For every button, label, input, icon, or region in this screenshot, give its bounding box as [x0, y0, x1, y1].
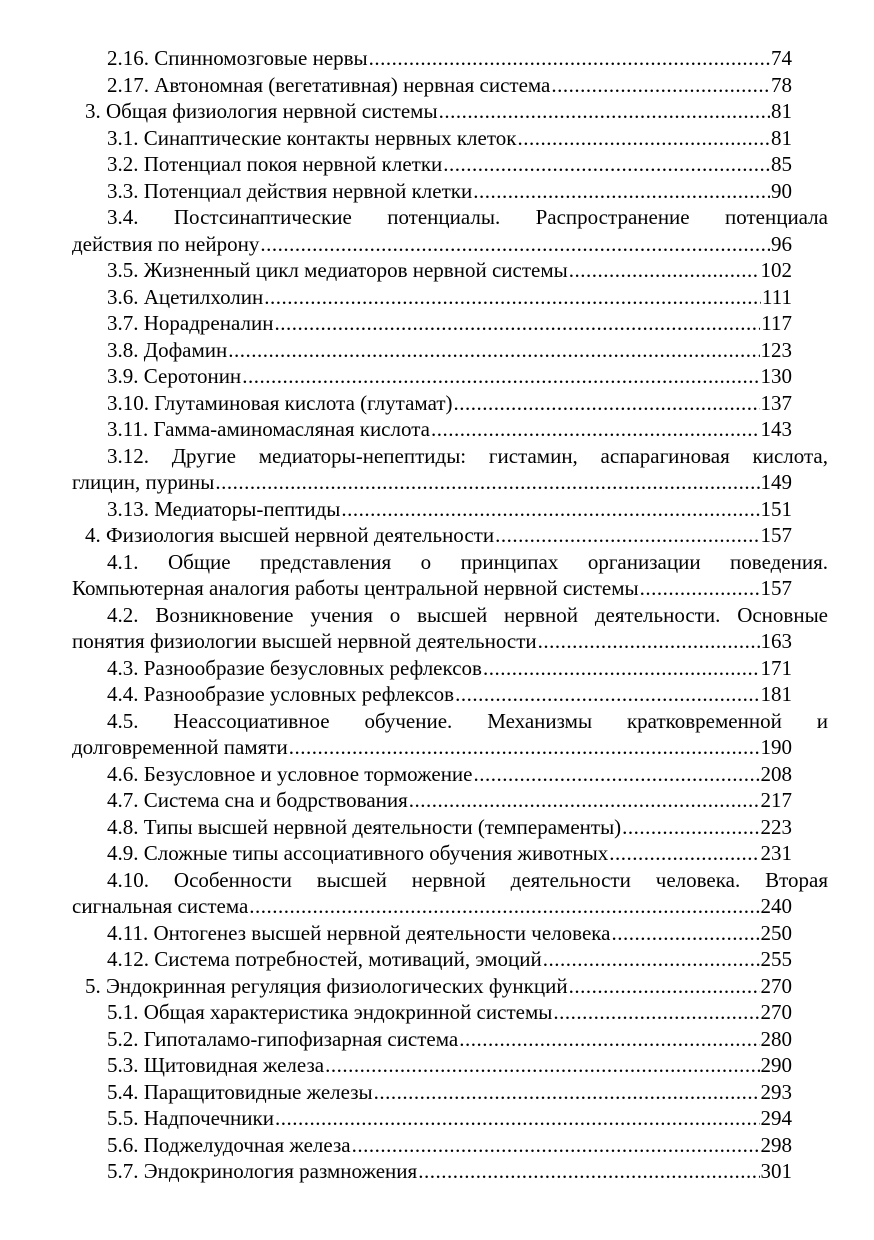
toc-entry-title: 5.1. Общая характеристика эндокринной системы — [107, 1000, 553, 1024]
toc-entry-title-line2: долговременной памяти — [72, 735, 288, 759]
dot-leader — [289, 734, 760, 761]
toc-entry-title-line2: действия по нейрону — [72, 231, 260, 256]
toc-entry-page: 217 — [760, 788, 792, 812]
dot-leader — [249, 893, 759, 920]
dot-leader — [611, 920, 759, 947]
dot-leader — [569, 257, 760, 284]
toc-entry[interactable] — [0, 867, 874, 920]
toc-entry-title: 4.12. Система потребностей, мотиваций, эмоций — [107, 947, 542, 971]
toc-entry[interactable] — [0, 337, 874, 364]
dot-leader — [553, 999, 759, 1026]
toc-chapter[interactable] — [0, 98, 874, 125]
toc-entry[interactable] — [0, 1132, 874, 1159]
toc-entry-title: 4.9. Сложные типы ассоциативного обучения животных — [107, 841, 609, 865]
toc-entry[interactable] — [0, 1052, 874, 1079]
dot-leader — [454, 390, 760, 417]
toc-entry-page: 181 — [760, 682, 792, 706]
toc-entry[interactable] — [0, 761, 874, 788]
dot-leader — [352, 1132, 760, 1159]
toc-entry-title: 3.2. Потенциал покоя нервной клетки — [107, 152, 443, 176]
dot-leader — [459, 1026, 759, 1053]
toc-entry-title-line2: понятия физиологии высшей нервной деятельности — [72, 629, 537, 653]
dot-leader — [215, 469, 759, 496]
toc-entry-title: 3.9. Серотонин — [107, 364, 242, 388]
toc-entry-page: 81 — [771, 125, 792, 150]
toc-entry-title-line1: 3.4. Постсинаптические потенциалы. Распространение потенциала — [107, 205, 828, 229]
dot-leader — [418, 1158, 759, 1185]
toc-entry[interactable] — [0, 125, 874, 152]
toc-entry[interactable] — [0, 549, 874, 602]
toc-entry[interactable] — [0, 416, 874, 443]
toc-entry-page: 157 — [760, 523, 792, 547]
dot-leader — [622, 814, 759, 841]
toc-entry[interactable] — [0, 284, 874, 311]
toc-entry-title-line1: 4.1. Общие представления о принципах организации поведения. — [107, 549, 828, 574]
toc-entry-title-line2: Компьютерная аналогия работы центральной нервной системы — [72, 576, 639, 600]
toc-entry-page: 149 — [760, 470, 792, 494]
toc-entry[interactable] — [0, 310, 874, 337]
toc-entry-page: 130 — [760, 364, 792, 388]
dot-leader — [640, 575, 760, 602]
toc-entry[interactable] — [0, 151, 874, 178]
dot-leader — [242, 363, 759, 390]
toc-entry-page: 85 — [771, 152, 792, 176]
dot-leader — [369, 45, 770, 72]
toc-entry[interactable] — [0, 1105, 874, 1132]
dot-leader — [483, 655, 760, 682]
toc-entry[interactable] — [0, 999, 874, 1026]
toc-entry[interactable] — [0, 946, 874, 973]
toc-entry[interactable] — [0, 1026, 874, 1053]
dot-leader — [474, 761, 760, 788]
dot-leader — [228, 337, 759, 364]
toc-entry-page: 301 — [760, 1159, 792, 1183]
toc-entry-page: 96 — [771, 231, 792, 256]
toc-entry-page: 137 — [760, 390, 792, 415]
dot-leader — [374, 1079, 760, 1106]
toc-entry[interactable] — [0, 257, 874, 284]
toc-entry-title-line1: 4.10. Особенности высшей нервной деятельности человека. Вторая — [107, 867, 828, 892]
toc-entry-page: 123 — [760, 337, 792, 362]
toc-entry-page: 231 — [760, 841, 792, 865]
toc-entry[interactable] — [0, 204, 874, 257]
toc-entry-page: 270 — [760, 973, 792, 998]
toc-entry-page: 208 — [760, 761, 792, 786]
toc-entry[interactable] — [0, 178, 874, 205]
toc-entry-page: 143 — [760, 417, 792, 441]
toc-entry-page: 255 — [760, 947, 792, 971]
toc-entry-page: 280 — [760, 1026, 792, 1051]
toc-entry-title: 4.4. Разнообразие условных рефлексов — [107, 682, 455, 706]
toc-entry-page: 250 — [760, 920, 792, 945]
toc-entry-title: 4.6. Безусловное и условное торможение — [107, 761, 473, 786]
toc-entry-page: 290 — [760, 1053, 792, 1077]
toc-entry-title: 4.3. Разнообразие безусловных рефлексов — [107, 655, 482, 680]
toc-entry-page: 111 — [762, 284, 792, 309]
toc-entry[interactable] — [0, 443, 874, 496]
toc-entry[interactable] — [0, 814, 874, 841]
toc-chapter[interactable] — [0, 522, 874, 549]
toc-entry[interactable] — [0, 602, 874, 655]
dot-leader — [325, 1052, 759, 1079]
toc-entry-title: 3.1. Синаптические контакты нервных клеток — [107, 125, 517, 150]
dot-leader — [439, 98, 770, 125]
toc-entry[interactable] — [0, 681, 874, 708]
toc-entry-title-line1: 3.12. Другие медиаторы-непептиды: гистамин, аспарагиновая кислота, — [107, 443, 828, 468]
toc-entry-page: 102 — [760, 258, 792, 282]
toc-entry-title-line2: глицин, пурины — [72, 470, 215, 494]
dot-leader — [538, 628, 760, 655]
toc-entry-title: 5.2. Гипоталамо-гипофизарная система — [107, 1026, 459, 1051]
dot-leader — [275, 1105, 760, 1132]
dot-leader — [274, 310, 760, 337]
toc-entry-title: 3.6. Ацетилхолин — [107, 284, 264, 309]
toc-entry-title: 4. Физиология высшей нервной деятельности — [85, 523, 495, 547]
dot-leader — [341, 496, 759, 523]
toc-entry-page: 293 — [760, 1079, 792, 1104]
dot-leader — [543, 946, 760, 973]
toc-entry-title: 3.7. Норадреналин — [107, 311, 274, 335]
dot-leader — [264, 284, 761, 311]
toc-entry[interactable] — [0, 708, 874, 761]
toc-entry-title-line1: 4.2. Возникновение учения о высшей нервной деятельности. Основные — [107, 602, 828, 627]
dot-leader — [473, 178, 770, 205]
toc-entry-page: 240 — [760, 894, 792, 918]
dot-leader — [569, 973, 760, 1000]
dot-leader — [495, 522, 759, 549]
toc-entry-title: 3.13. Медиаторы-пептиды — [107, 496, 341, 521]
toc-entry-title: 3. Общая физиология нервной системы — [85, 99, 438, 123]
toc-entry-page: 81 — [771, 99, 792, 123]
toc-entry-page: 151 — [760, 496, 792, 521]
toc-entry-title: 4.8. Типы высшей нервной деятельности (темпераменты) — [107, 814, 622, 839]
toc-entry-page: 223 — [760, 814, 792, 839]
dot-leader — [431, 416, 760, 443]
toc-entry-page: 74 — [771, 46, 792, 70]
toc-entry[interactable] — [0, 840, 874, 867]
dot-leader — [609, 840, 759, 867]
toc-entry-title: 3.5. Жизненный цикл медиаторов нервной системы — [107, 258, 568, 282]
toc-entry-page: 190 — [760, 735, 792, 759]
table-of-contents — [0, 45, 874, 1185]
toc-entry[interactable] — [0, 390, 874, 417]
toc-entry-page: 157 — [760, 576, 792, 600]
toc-entry[interactable] — [0, 363, 874, 390]
toc-entry-title: 2.16. Спинномозговые нервы — [107, 46, 368, 70]
toc-chapter[interactable] — [0, 973, 874, 1000]
toc-entry-title: 5.7. Эндокринология размножения — [107, 1159, 418, 1183]
dot-leader — [443, 151, 770, 178]
toc-entry-title: 3.11. Гамма-аминомасляная кислота — [107, 417, 430, 441]
dot-leader — [260, 231, 770, 258]
toc-entry[interactable] — [0, 787, 874, 814]
toc-entry[interactable] — [0, 72, 874, 99]
toc-entry[interactable] — [0, 45, 874, 72]
toc-entry-title: 5.3. Щитовидная железа — [107, 1053, 325, 1077]
toc-entry[interactable] — [0, 1079, 874, 1106]
dot-leader — [409, 787, 760, 814]
toc-entry-title-line1: 4.5. Неассоциативное обучение. Механизмы кратковременной и — [107, 708, 828, 733]
dot-leader — [517, 125, 770, 152]
toc-entry-page: 298 — [760, 1132, 792, 1157]
toc-entry[interactable] — [0, 496, 874, 523]
toc-entry-page: 78 — [771, 72, 792, 97]
toc-entry-title: 5.6. Поджелудочная железа — [107, 1132, 351, 1157]
toc-entry-title-line2: сигнальная система — [72, 894, 249, 918]
toc-entry-page: 171 — [760, 655, 792, 680]
toc-entry-title: 5. Эндокринная регуляция физиологических функций — [85, 973, 568, 998]
toc-entry-title: 3.3. Потенциал действия нервной клетки — [107, 178, 473, 203]
toc-entry-title: 2.17. Автономная (вегетативная) нервная система — [107, 72, 551, 97]
toc-entry[interactable] — [0, 655, 874, 682]
toc-entry-title: 4.7. Система сна и бодрствования — [107, 788, 408, 812]
toc-entry[interactable] — [0, 1158, 874, 1185]
toc-entry-page: 163 — [760, 629, 792, 653]
dot-leader — [551, 72, 770, 99]
toc-entry-title: 3.8. Дофамин — [107, 337, 228, 362]
toc-entry-title: 5.4. Паращитовидные железы — [107, 1079, 373, 1104]
toc-entry-page: 294 — [760, 1106, 792, 1130]
toc-entry-page: 117 — [761, 311, 792, 335]
toc-entry-title: 4.11. Онтогенез высшей нервной деятельности человека — [107, 920, 611, 945]
toc-entry-page: 90 — [771, 178, 792, 203]
toc-entry-page: 270 — [760, 1000, 792, 1024]
toc-entry-title: 5.5. Надпочечники — [107, 1106, 274, 1130]
dot-leader — [455, 681, 759, 708]
toc-entry-title: 3.10. Глутаминовая кислота (глутамат) — [107, 390, 453, 415]
toc-entry[interactable] — [0, 920, 874, 947]
